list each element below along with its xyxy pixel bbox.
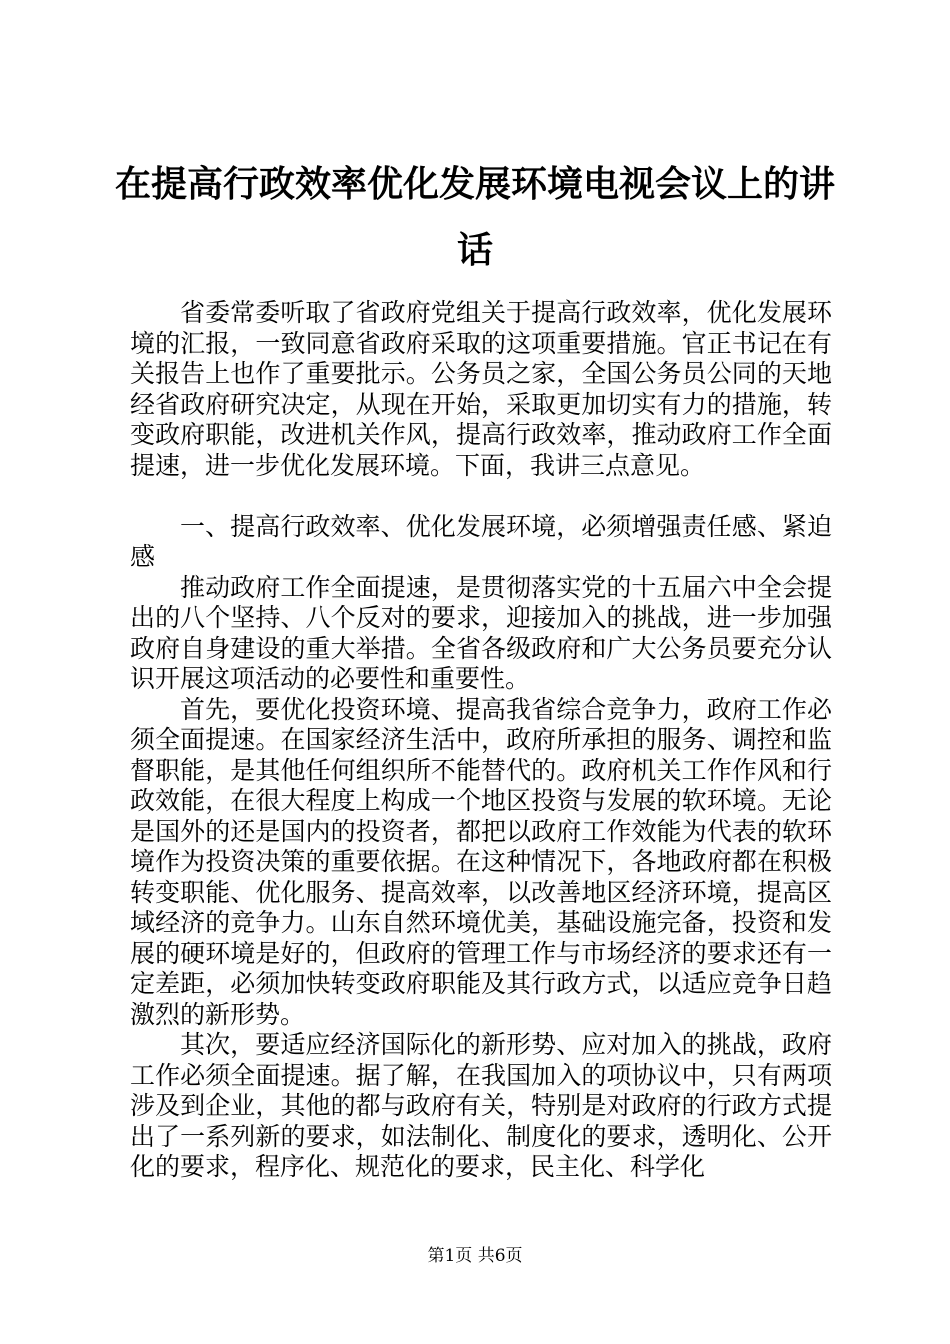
paragraph-second-point: 其次，要适应经济国际化的新形势、应对加入的挑战，政府工作必须全面提速。据了解，在我国加入的项协议中，只有两项涉及到企业，其他的都与政府有关，特别是对政府的行政方式提出了一系列新的要求，如法制化、制度化的要求，透明化、公开化的要求，程序化、规范化的要求，民主化、科学化: [130, 1030, 832, 1181]
document-title: 在提高行政效率优化发展环境电视会议上的讲话: [114, 164, 835, 271]
paragraph-section-1-intro: 推动政府工作全面提速，是贯彻落实党的十五届六中全会提出的八个坚持、八个反对的要求，迎接加入的挑战，进一步加强政府自身建设的重大举措。全省各级政府和广大公务员要充分认识开展这项活动的必要性和重要性。: [130, 572, 832, 693]
section-heading-1: 一、提高行政效率、优化发展环境，必须增强责任感、紧迫感: [130, 511, 832, 571]
page-number-footer: 第1页 共6页: [427, 1246, 523, 1266]
document-body: [130, 298, 832, 1183]
paragraph-intro: 省委常委听取了省政府党组关于提高行政效率，优化发展环境的汇报，一致同意省政府采取的这项重要措施。官正书记在有关报告上也作了重要批示。公务员之家，全国公务员公同的天地经省政府研究决定，从现在开始，采取更加切实有力的措施，转变政府职能，改进机关作风，提高行政效率，推动政府工作全面提速，进一步优化发展环境。下面，我讲三点意见。: [130, 298, 832, 480]
paragraph-first-point: 首先，要优化投资环境、提高我省综合竞争力，政府工作必须全面提速。在国家经济生活中，政府所承担的服务、调控和监督职能，是其他任何组织所不能替代的。政府机关工作作风和行政效能，在很大程度上构成一个地区投资与发展的软环境。无论是国外的还是国内的投资者，都把以政府工作效能为代表的软环境作为投资决策的重要依据。在这种情况下，各地政府都在积极转变职能、优化服务、提高效率，以改善地区经济环境，提高区域经济的竞争力。山东自然环境优美，基础设施完备，投资和发展的硬环境是好的，但政府的管理工作与市场经济的要求还有一定差距，必须加快转变政府职能及其行政方式，以适应竞争日趋激烈的新形势。: [130, 694, 832, 1029]
